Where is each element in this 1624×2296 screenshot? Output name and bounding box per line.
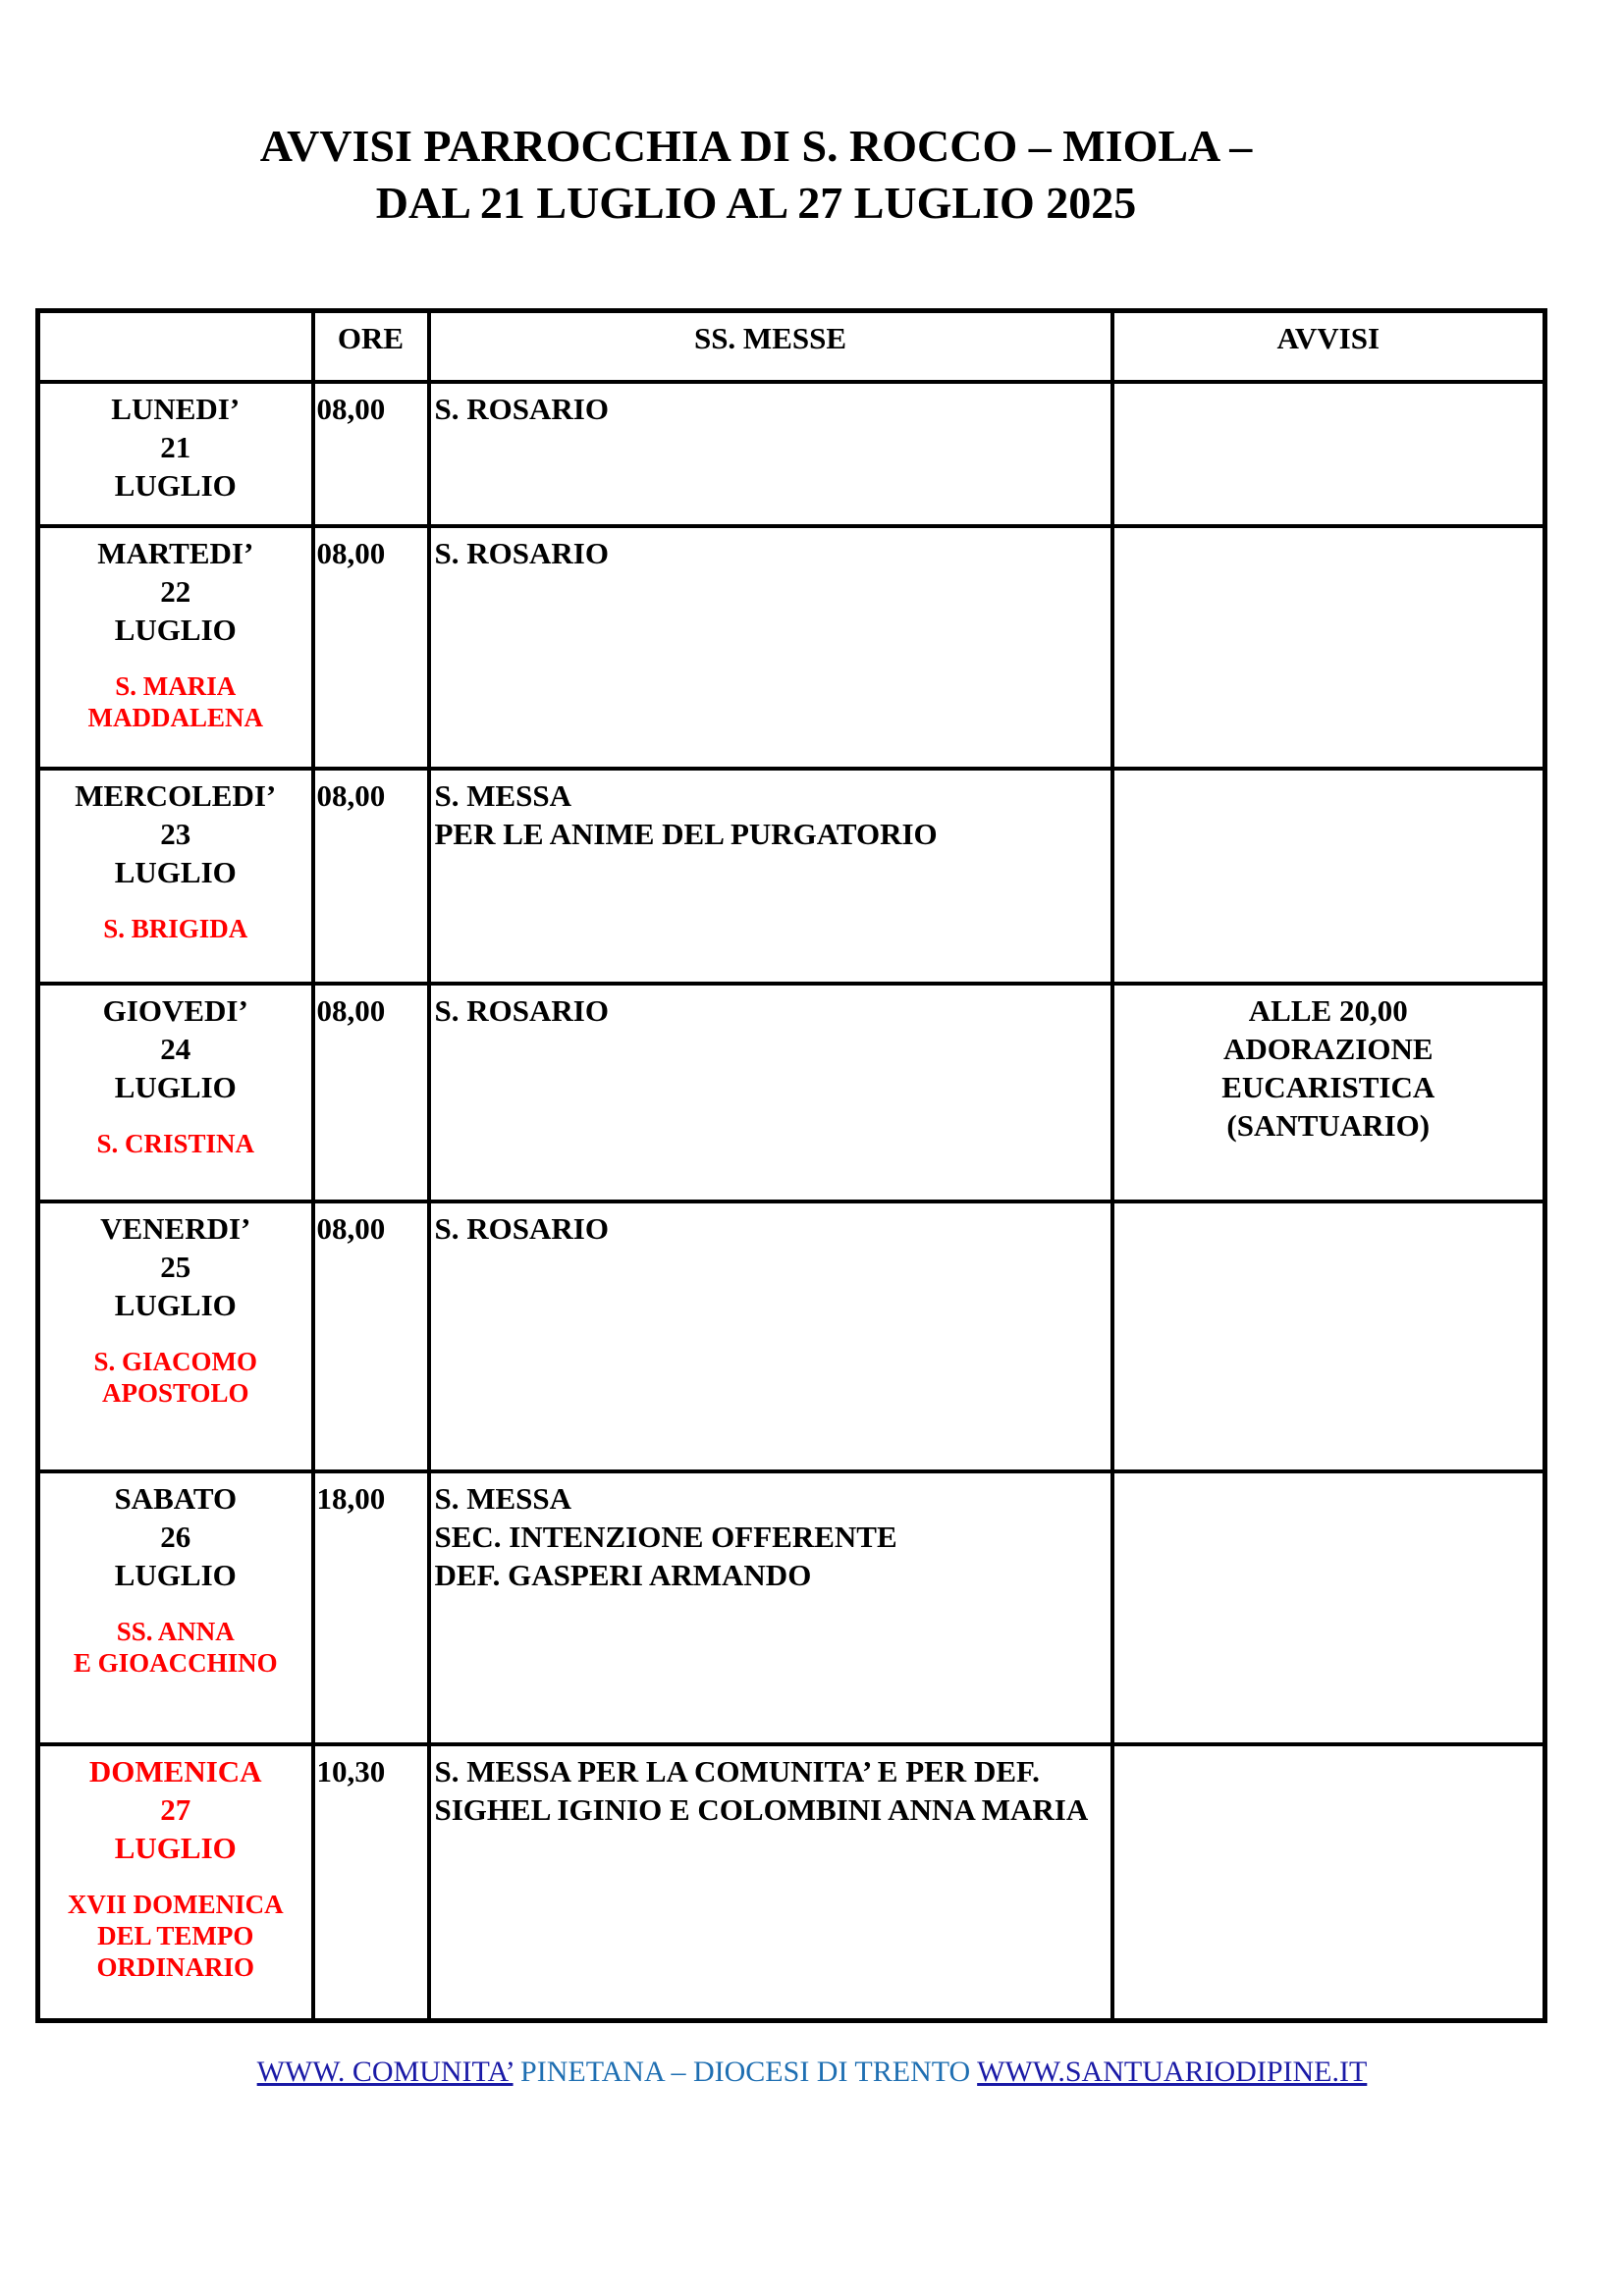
day-label: SABATO [114,1480,238,1516]
schedule-row [38,1201,1545,1471]
time-cell: 10,30 [313,1744,429,2021]
day-label: 25 [160,1249,191,1284]
footer [0,2056,1624,2089]
time-cell: 08,00 [313,1201,429,1471]
title-line-2: DAL 21 LUGLIO AL 27 LUGLIO 2025 [375,178,1137,228]
day-label: MARTEDI’ [97,535,254,570]
mass-line: S. ROSARIO [434,1210,609,1246]
footer-text: PINETANA – DIOCESI DI TRENTO [513,2056,978,2088]
day-cell [38,382,313,526]
saint-label: MADDALENA [87,702,263,732]
mass-line: S. ROSARIO [434,391,609,426]
notice-line: ALLE 20,00 [1248,992,1408,1028]
header-avvisi: AVVISI [1112,311,1545,382]
schedule-row [38,1471,1545,1744]
saint-of-day [40,1346,311,1409]
notice-cell [1112,984,1545,1201]
saint-label: XVII DOMENICA [67,1889,284,1919]
saint-label: S. GIACOMO [93,1346,257,1376]
day-cell [38,526,313,769]
day-label: MERCOLEDI’ [75,777,277,813]
day-label: 24 [160,1031,191,1066]
day-label: GIOVEDI’ [102,992,248,1028]
mass-line: DEF. GASPERI ARMANDO [434,1557,812,1592]
day-label: DOMENICA [88,1753,262,1789]
day-label: 22 [160,573,191,609]
saint-label: S. CRISTINA [96,1128,255,1158]
notice-cell [1112,769,1545,984]
schedule-table [35,308,1547,2023]
title-line-1: AVVISI PARROCCHIA DI S. ROCCO – MIOLA – [259,121,1253,171]
saint-of-day [40,670,311,733]
schedule-row [38,526,1545,769]
header-row [38,311,1545,382]
day-cell [38,984,313,1201]
day-cell [38,769,313,984]
saint-label: SS. ANNA [116,1616,235,1646]
mass-line: S. MESSA [434,777,572,813]
time-cell: 18,00 [313,1471,429,1744]
day-cell [38,1744,313,2021]
schedule-row [38,382,1545,526]
mass-line: S. ROSARIO [434,535,609,570]
day-label: LUGLIO [114,1830,237,1865]
day-label: LUNEDI’ [111,391,241,426]
mass-cell [429,1201,1112,1471]
day-label: LUGLIO [114,1069,237,1104]
day-label: LUGLIO [114,1287,237,1322]
saint-label: DEL TEMPO [97,1920,254,1950]
day-label: VENERDI’ [100,1210,251,1246]
time-cell: 08,00 [313,984,429,1201]
mass-line: SEC. INTENZIONE OFFERENTE [434,1519,897,1554]
mass-line: PER LE ANIME DEL PURGATORIO [434,816,938,851]
day-label: 26 [160,1519,191,1554]
day-label: LUGLIO [114,612,237,647]
mass-line: S. ROSARIO [434,992,609,1028]
footer-link-comunita[interactable]: WWW. COMUNITA’ [256,2056,514,2088]
saint-label: ORDINARIO [96,1951,254,1982]
day-label: LUGLIO [114,467,237,503]
saint-label: S. BRIGIDA [103,913,248,943]
day-cell [38,1471,313,1744]
saint-of-day [40,913,311,944]
notice-cell [1112,1201,1545,1471]
time-cell: 08,00 [313,769,429,984]
notice-cell [1112,382,1545,526]
schedule-row [38,1744,1545,2021]
saint-label: S. MARIA [115,670,237,701]
mass-cell [429,769,1112,984]
footer-link-santuario[interactable]: WWW.SANTUARIODIPINE.IT [977,2056,1368,2088]
day-cell [38,1201,313,1471]
saint-label: APOSTOLO [101,1377,249,1408]
day-label: 21 [160,429,191,464]
day-label: LUGLIO [114,854,237,889]
day-label: 27 [160,1791,191,1827]
notice-line: ADORAZIONE [1222,1031,1434,1066]
mass-cell [429,1471,1112,1744]
mass-cell [429,1744,1112,2021]
notice-line: (SANTUARIO) [1226,1107,1431,1143]
mass-cell [429,526,1112,769]
mass-line: S. MESSA PER LA COMUNITA’ E PER DEF. SIGHEL IGINIO E COLOMBINI ANNA MARIA [434,1753,1089,1827]
saint-of-day [40,1128,311,1159]
notice-cell [1112,1471,1545,1744]
saint-of-day [40,1616,311,1679]
notice-cell [1112,1744,1545,2021]
notice-cell [1112,526,1545,769]
header-ore: ORE [313,311,429,382]
saint-of-day [40,1889,311,1983]
mass-line: S. MESSA [434,1480,572,1516]
schedule-row [38,984,1545,1201]
mass-cell [429,382,1112,526]
day-label: 23 [160,816,191,851]
page-title [0,118,1512,232]
notice-line: EUCARISTICA [1221,1069,1435,1104]
time-cell: 08,00 [313,526,429,769]
day-label: LUGLIO [114,1557,237,1592]
schedule-row [38,769,1545,984]
saint-label: E GIOACCHINO [73,1647,278,1678]
time-cell: 08,00 [313,382,429,526]
mass-cell [429,984,1112,1201]
header-day [38,311,313,382]
header-messe: SS. MESSE [429,311,1112,382]
